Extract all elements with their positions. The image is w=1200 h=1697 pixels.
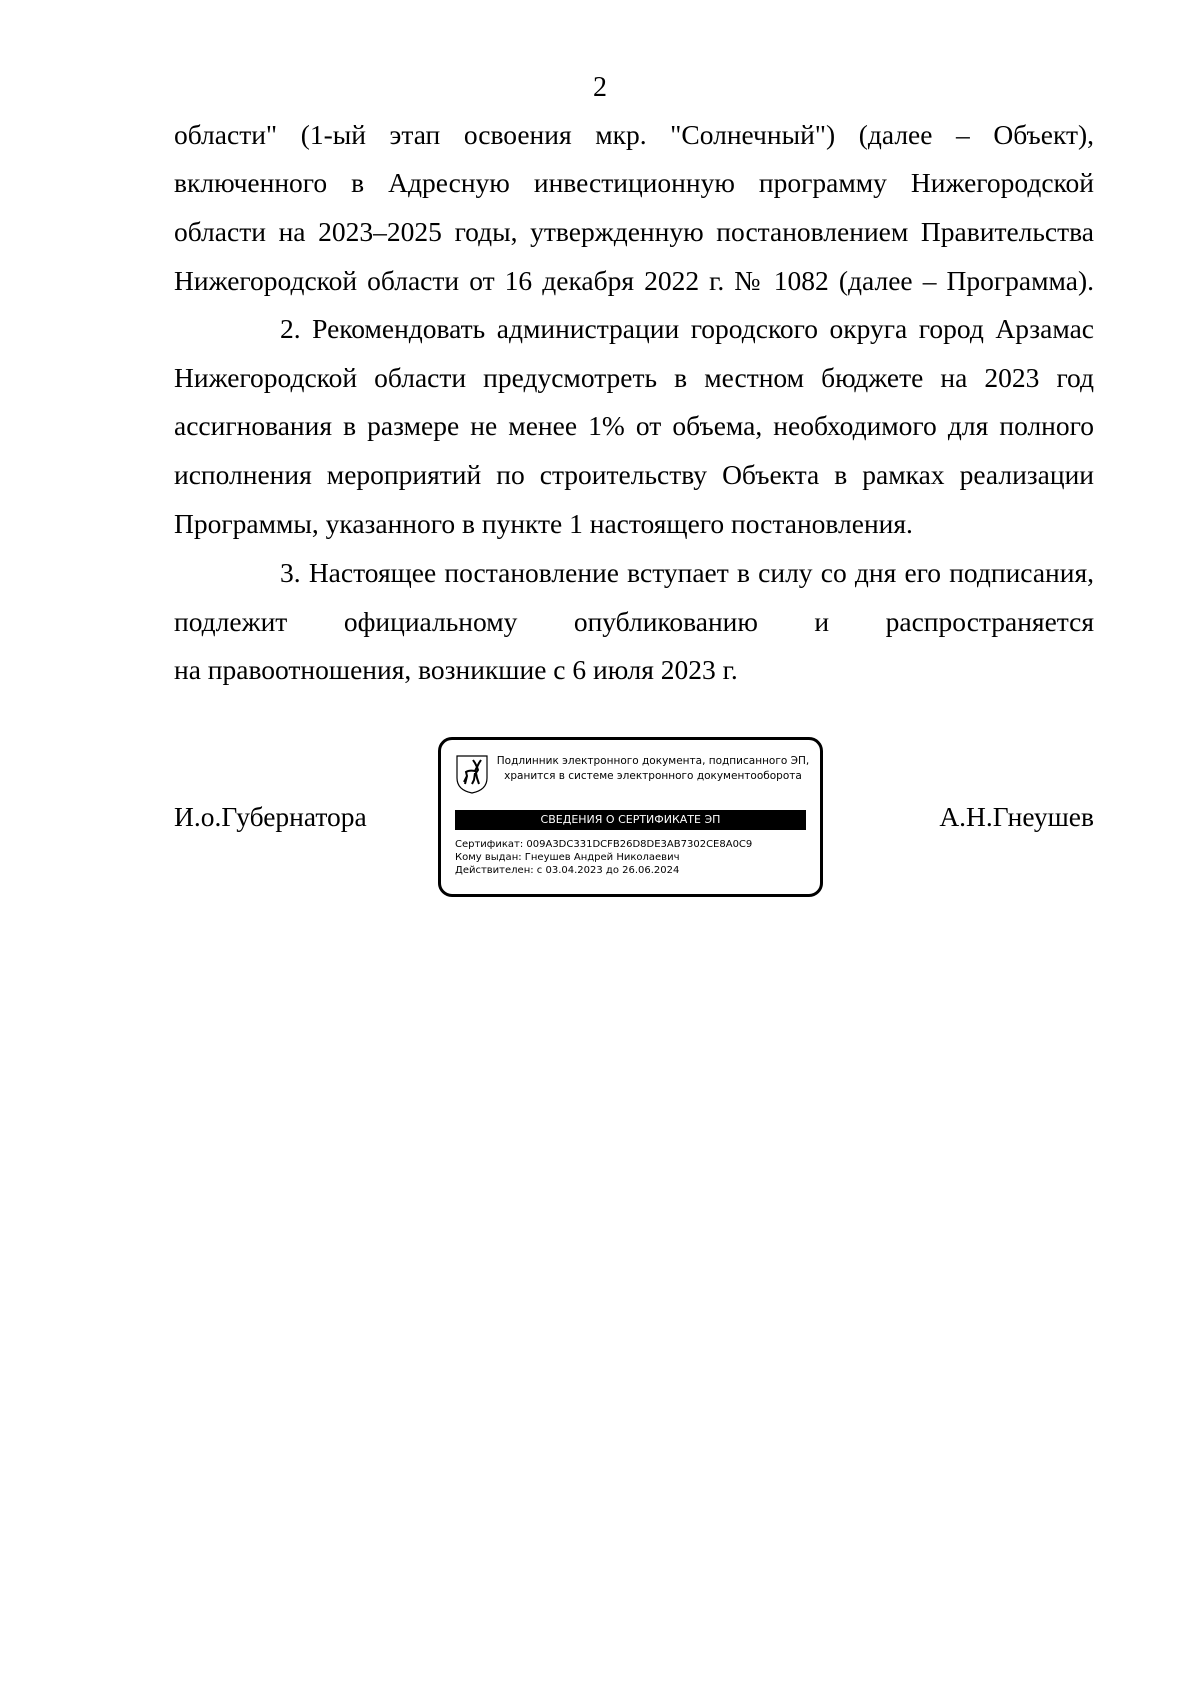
- text-line: 3. Настоящее постановление вступает в силу со дня его подписания,: [280, 557, 1094, 588]
- electronic-signature-stamp: [438, 737, 823, 897]
- certificate-number: Сертификат: 009A3DC331DCFB26D8DE3AB7302CE8A0C9: [455, 839, 753, 850]
- text-line: 2. Рекомендовать администрации городского округа город Арзамас: [280, 313, 1094, 344]
- text-line: исполнения мероприятий по строительству Объекта в рамках реализации: [174, 459, 1094, 490]
- certificate-validity: Действителен: с 03.04.2023 до 26.06.2024: [455, 865, 680, 876]
- text-line: включенного в Адресную инвестиционную программу Нижегородской: [174, 167, 1094, 198]
- coat-of-arms-icon: [455, 754, 489, 794]
- text-line: ассигнования в размере не менее 1% от объема, необходимого для полного: [174, 410, 1094, 441]
- stamp-header-line: Подлинник электронного документа, подписанного ЭП,: [496, 755, 810, 767]
- page-number: 2: [593, 72, 607, 103]
- text-line: на правоотношения, возникшие с 6 июля 2023 г.: [174, 654, 738, 685]
- stamp-header: [493, 754, 813, 784]
- stamp-title-bar: СВЕДЕНИЯ О СЕРТИФИКАТЕ ЭП: [455, 810, 806, 830]
- certificate-owner: Кому выдан: Гнеушев Андрей Николаевич: [455, 852, 680, 863]
- signatory-name: А.Н.Гнеушев: [939, 801, 1094, 832]
- text-line: Нижегородской области от 16 декабря 2022 г. № 1082 (далее – Программа).: [174, 265, 1094, 296]
- text-line: области" (1-ый этап освоения мкр. "Солнечный") (далее – Объект),: [174, 119, 1094, 150]
- text-line: области на 2023–2025 годы, утвержденную постановлением Правительства: [174, 216, 1094, 247]
- text-line: подлежит официальному опубликованию и распространяется: [174, 606, 1094, 637]
- text-line: Программы, указанного в пункте 1 настоящего постановления.: [174, 508, 913, 539]
- text-line: Нижегородской области предусмотреть в местном бюджете на 2023 год: [174, 362, 1094, 393]
- signatory-position: И.о.Губернатора: [174, 801, 367, 832]
- stamp-header-line: хранится в системе электронного документооборота: [504, 770, 802, 782]
